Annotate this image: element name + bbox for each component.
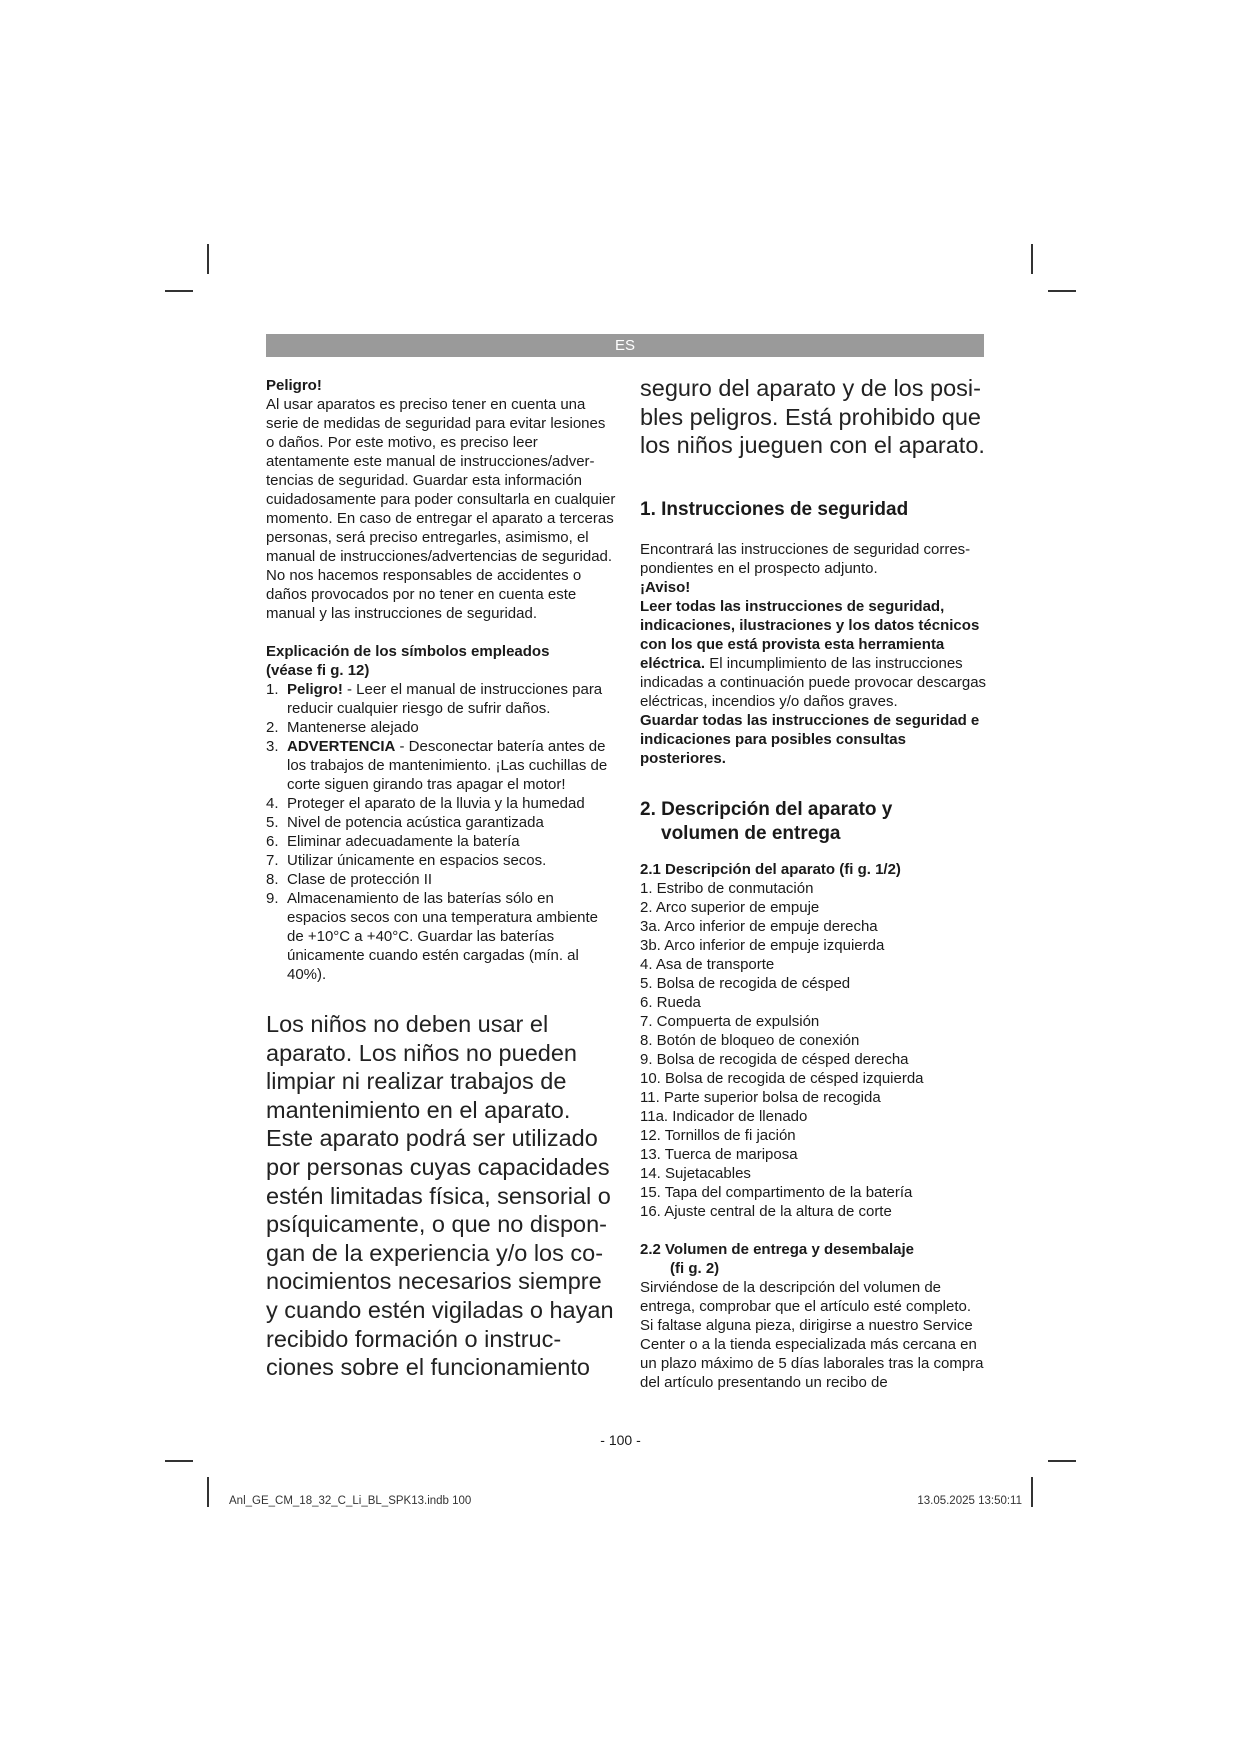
warning-text: Leer todas las instrucciones de seguridad, indicaciones, ilustraciones y los datos técnicos con los que está provista esta herramienta eléctrica. El incumplimiento de las instrucciones indicadas a continuación puede provocar descargas eléctricas, incendios y/o daños graves. <box>640 597 987 710</box>
list-item: 15. Tapa del compartimento de la batería <box>640 1183 913 1201</box>
keep-instructions-text: Guardar todas las instrucciones de seguridad e indicaciones para posibles consultas posteriores. <box>640 711 980 767</box>
page-number: - 100 - <box>600 1432 641 1448</box>
list-item: 14. Sujetacables <box>640 1164 751 1182</box>
children-warning-continued: seguro del aparato y de los posibles peligros. Está prohibido que los niños jueguen con el aparato. <box>640 375 985 459</box>
list-item: 5. Nivel de potencia acústica garantizada <box>266 814 544 831</box>
list-item: 16. Ajuste central de la altura de corte <box>640 1202 892 1220</box>
footer-file-name: Anl_GE_CM_18_32_C_Li_BL_SPK13.indb 100 <box>229 1495 472 1507</box>
crop-mark <box>165 290 193 292</box>
list-item: 2. Mantenerse alejado <box>266 719 419 736</box>
crop-mark <box>165 1460 193 1462</box>
list-item: 6. Rueda <box>640 993 701 1011</box>
crop-mark <box>1031 1477 1033 1507</box>
list-item: 6. Eliminar adecuadamente la batería <box>266 833 520 850</box>
list-item: 8. Botón de bloqueo de conexión <box>640 1031 860 1049</box>
list-item: 12. Tornillos de fi jación <box>640 1126 796 1144</box>
list-item: 7. Utilizar únicamente en espacios secos. <box>266 852 547 869</box>
crop-mark <box>1031 244 1033 274</box>
danger-text: Al usar aparatos es preciso tener en cuenta una serie de medidas de seguridad para evitar lesiones o daños. Por este motivo, es preciso leer atentamente este manual de instrucciones/advertencias de seguridad. Guardar esta información cuidadosamente para poder consultarla en cualquier momento. En caso de entregar el aparato a terceras personas, será preciso entregarles, asimismo, el manual de instrucciones/advertencias de seguridad. No nos hacemos responsables de accidentes o daños provocados por no tener en cuenta este manual y las instrucciones de seguridad. <box>266 396 616 622</box>
symbols-title: Explicación de los símbolos empleados <box>266 643 550 660</box>
list-item: 7. Compuerta de expulsión <box>640 1012 820 1030</box>
list-item: 11a. Indicador de llenado <box>640 1107 808 1125</box>
list-item: 9. Almacenamiento de las baterías sólo en espacios secos con una temperatura ambiente de +10°C a +40°C. Guardar las baterías únicamente cuando estén cargadas (mín. al 40%). <box>266 890 599 983</box>
section-2-2-title: 2.2 Volumen de entrega y desembalaje <box>640 1240 914 1258</box>
symbols-subtitle: (véase fi g. 12) <box>266 662 370 679</box>
list-item: 3b. Arco inferior de empuje izquierda <box>640 936 885 954</box>
section-2-title: 2. Descripción del aparato y <box>640 798 893 820</box>
crop-mark <box>207 244 209 274</box>
list-item: 3. ADVERTENCIA - Desconectar batería antes de los trabajos de mantenimiento. ¡Las cuchillas de corte siguen girando tras apagar el motor! <box>266 738 608 793</box>
list-item: 10. Bolsa de recogida de césped izquierda <box>640 1069 924 1087</box>
parts-list <box>640 879 988 1221</box>
footer-date: 13.05.2025 13:50:11 <box>917 1495 1022 1507</box>
list-item: 1. Estribo de conmutación <box>640 879 814 897</box>
right-column <box>640 374 988 1392</box>
section-2-2-subtitle: (fi g. 2) <box>670 1259 720 1277</box>
warning-label: ¡Aviso! <box>640 578 691 596</box>
list-item: 4. Asa de transporte <box>640 955 775 973</box>
list-item: 2. Arco superior de empuje <box>640 898 820 916</box>
list-item: 4. Proteger el aparato de la lluvia y la humedad <box>266 795 585 812</box>
list-item: 5. Bolsa de recogida de césped <box>640 974 851 992</box>
crop-mark <box>1048 1460 1076 1462</box>
list-item: 3a. Arco inferior de empuje derecha <box>640 917 878 935</box>
section-1-title: 1. Instrucciones de seguridad <box>640 498 909 520</box>
section-2-title-line2: volumen de entrega <box>661 822 841 844</box>
left-column <box>266 376 616 1382</box>
section-2-2-text: Sirviéndose de la descripción del volumen de entrega, comprobar que el artículo esté completo. Si faltase alguna pieza, dirigirse a nuestro Service Center o a la tienda especializada más cercana en un plazo máximo de 5 días laborales tras la compra del artículo presentando un recibo de <box>640 1278 984 1391</box>
list-item: 11. Parte superior bolsa de recogida <box>640 1088 881 1106</box>
language-header-bar: ES <box>266 334 984 357</box>
children-warning-text: Los niños no deben usar el aparato. Los niños no pueden limpiar ni realizar trabajos de mantenimiento en el aparato. Este aparato podrá ser utilizado por personas cuyas capacidades estén limitadas física, sensorial o psíquicamente, o que no dispongan de la experiencia y/o los conocimientos necesarios siempre y cuando estén vigiladas o hayan recibido formación o instrucciones sobre el funcionamiento <box>266 1011 614 1381</box>
section-1-text: Encontrará las instrucciones de seguridad correspondientes en el prospecto adjunto. <box>640 540 971 577</box>
list-item: 9. Bolsa de recogida de césped derecha <box>640 1050 909 1068</box>
symbols-list <box>266 680 616 984</box>
section-2-1-title: 2.1 Descripción del aparato (fi g. 1/2) <box>640 860 901 878</box>
list-item: 8. Clase de protección II <box>266 871 433 888</box>
crop-mark <box>207 1477 209 1507</box>
list-item: 13. Tuerca de mariposa <box>640 1145 798 1163</box>
danger-title: Peligro! <box>266 377 322 394</box>
crop-mark <box>1048 290 1076 292</box>
list-item: 1. Peligro! - Leer el manual de instrucciones para reducir cualquier riesgo de sufrir daños. <box>266 681 603 717</box>
